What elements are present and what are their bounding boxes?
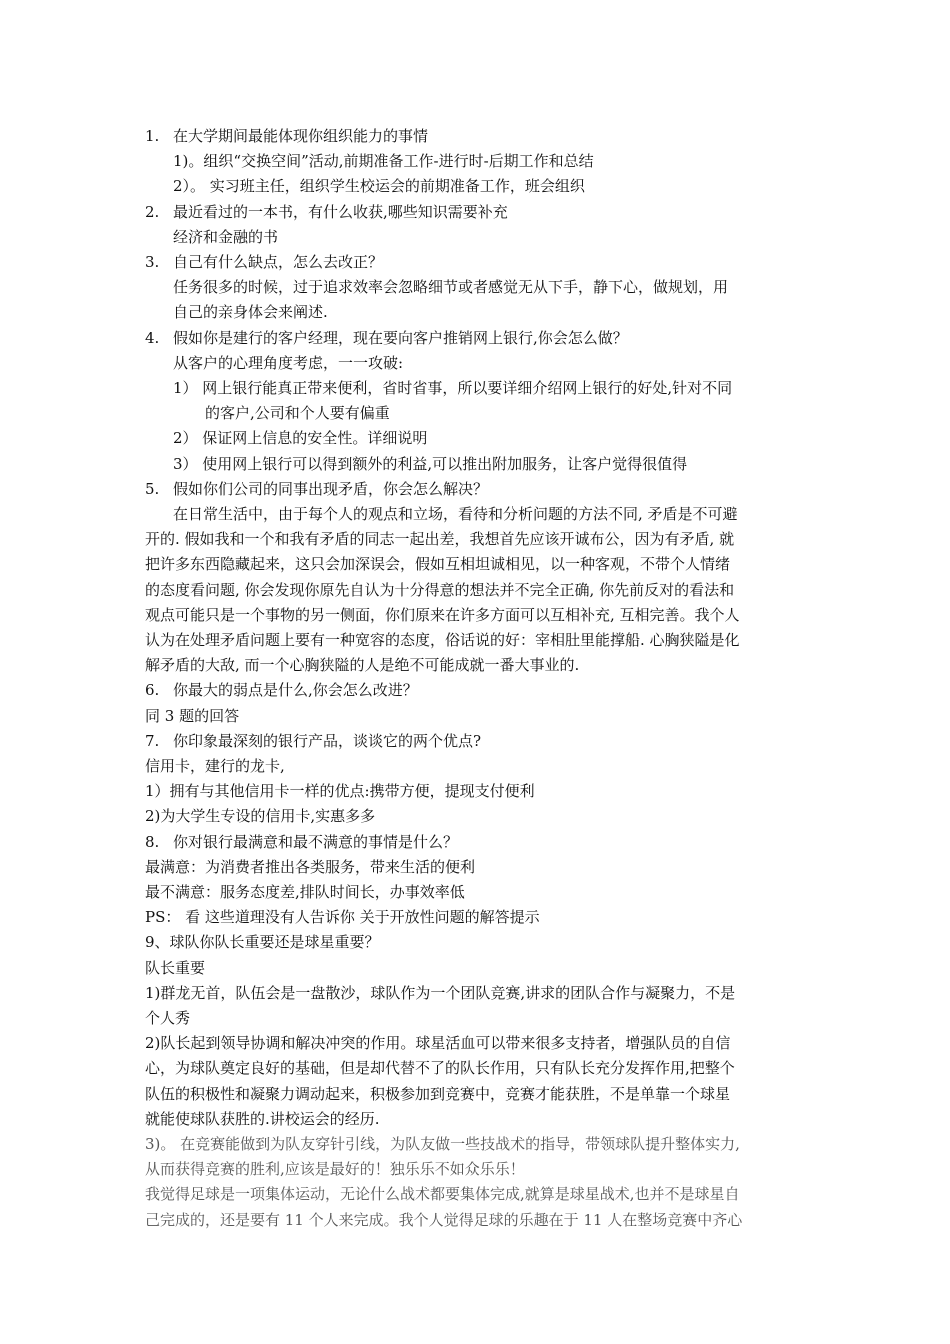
- line-text: 同 3 题的回答: [145, 706, 240, 725]
- text-line: [145, 855, 475, 879]
- text-line: [145, 628, 740, 652]
- text-line: [145, 779, 535, 803]
- line-text: 观点可能只是一个事物的另一侧面，你们原来在许多方面可以互相补充, 互相完善。我个人: [145, 605, 740, 624]
- text-line: [145, 729, 481, 753]
- text-line: [145, 830, 458, 854]
- text-line: [145, 200, 508, 224]
- line-text: 的客户,公司和个人要有偏重: [205, 404, 390, 423]
- text-line: [145, 603, 740, 627]
- line-text: 假如你是建行的客户经理，现在要向客户推销网上银行,你会怎么做？: [173, 328, 628, 347]
- line-text: 最不满意：服务态度差,排队时间长，办事效率低: [145, 883, 465, 901]
- list-number: 4.: [145, 328, 160, 347]
- text-line: [145, 124, 428, 148]
- text-line: [173, 225, 278, 249]
- text-line: [145, 1006, 190, 1030]
- text-line: [173, 376, 732, 400]
- line-text: 自己有什么缺点，怎么去改正？: [173, 253, 384, 271]
- text-line: [145, 1208, 742, 1232]
- line-text: 开的. 假如我和一个和我有矛盾的同志一起出差，我想首先应该开诚布公，因为有矛盾, 就: [145, 530, 735, 549]
- text-line: [145, 981, 735, 1005]
- line-text: 经济和金融的书: [173, 227, 279, 246]
- list-number: 6.: [145, 681, 160, 700]
- line-text: 3)。 在竞赛能做到为队友穿针引线，为队友做一些技战术的指导，带领球队提升整体实力,: [145, 1135, 740, 1153]
- text-line: [205, 401, 390, 425]
- text-line: [145, 326, 628, 350]
- line-text: 最近看过的一本书，有什么收获,哪些知识需要补充: [173, 202, 508, 221]
- text-line: [145, 804, 375, 828]
- text-line: [145, 1182, 740, 1206]
- text-line: [145, 1107, 380, 1131]
- line-text: 1)。组织“交换空间”活动,前期准备工作-进行时-后期工作和总结: [173, 152, 594, 171]
- line-text: 从客户的心理角度考虑，一一攻破:: [173, 353, 404, 372]
- text-line: [145, 1056, 735, 1080]
- line-text: 你印象最深刻的银行产品，谈谈它的两个优点?: [173, 731, 482, 750]
- line-text: 己完成的，还是要有 11 个人来完成。我个人觉得足球的乐趣在于 11 人在整场竞赛中齐心: [145, 1210, 743, 1229]
- text-line: [145, 880, 465, 904]
- text-line: [145, 1082, 730, 1106]
- text-line: [173, 426, 427, 450]
- line-text: 3） 使用网上银行可以得到额外的利益,可以推出附加服务，让客户觉得很值得: [173, 454, 688, 473]
- text-line: [173, 300, 328, 324]
- line-text: 从而获得竞赛的胜利,应该是最好的！独乐乐不如众乐乐！: [145, 1160, 525, 1179]
- list-number: 7.: [145, 731, 160, 750]
- line-text: 把许多东西隐藏起来，这只会加深误会，假如互相坦诚相见，以一种客观，不带个人情绪: [145, 555, 731, 574]
- list-number: 2.: [145, 202, 160, 221]
- line-text: 2)队长起到领导协调和解决冲突的作用。球星活血可以带来很多支持者，增强队员的自信: [145, 1034, 731, 1053]
- text-line: [145, 477, 488, 501]
- text-line: [145, 678, 418, 702]
- text-line: [145, 552, 730, 576]
- line-text: 心，为球队奠定良好的基础，但是却代替不了的队长作用，只有队长充分发挥作用,把整个: [145, 1059, 735, 1078]
- line-text: 1） 网上银行能真正带来便利，省时省事，所以要详细介绍网上银行的好处,针对不同: [173, 379, 733, 397]
- line-text: 假如你们公司的同事出现矛盾，你会怎么解决？: [173, 479, 489, 498]
- line-text: 1）拥有与其他信用卡一样的优点:携带方便，提现支付便利: [145, 782, 535, 801]
- line-text: 2)为大学生专设的信用卡,实惠多多: [145, 807, 376, 826]
- list-number: 1.: [145, 127, 160, 145]
- text-line: [145, 1031, 730, 1055]
- line-text: 2） 保证网上信息的安全性。详细说明: [173, 429, 428, 448]
- list-number: 3.: [145, 253, 160, 271]
- list-number: 5.: [145, 479, 160, 498]
- line-text: 1)群龙无首，队伍会是一盘散沙，球队作为一个团队竞赛,讲求的团队合作与凝聚力，不是: [145, 983, 736, 1002]
- text-line: [145, 1132, 740, 1156]
- line-text: 自己的亲身体会来阐述.: [173, 303, 328, 322]
- text-line: [145, 653, 579, 677]
- text-line: [145, 250, 383, 274]
- list-number: 8.: [145, 832, 160, 851]
- line-text: 解矛盾的大敌, 而一个心胸狭隘的人是绝不可能成就一番大事业的.: [145, 656, 580, 675]
- line-text: 就能使球队获胜的.讲校运会的经历.: [145, 1109, 380, 1128]
- text-line: [173, 452, 687, 476]
- text-line: [173, 351, 403, 375]
- line-text: PS： 看 这些道理没有人告诉你 关于开放性问题的解答提示: [145, 908, 540, 927]
- line-text: 在日常生活中，由于每个人的观点和立场，看待和分析问题的方法不同, 矛盾是不可避: [173, 505, 738, 523]
- line-text: 队伍的积极性和凝聚力调动起来，积极参加到竞赛中，竞赛才能获胜，不是单靠一个球星: [145, 1084, 731, 1103]
- text-line: [173, 275, 728, 299]
- text-line: [145, 527, 734, 551]
- line-text: 我觉得足球是一项集体运动，无论什么战术都要集体完成,就算是球星战术,也并不是球星自: [145, 1185, 740, 1204]
- line-text: 认为在处理矛盾问题上要有一种宽容的态度，俗话说的好：宰相肚里能撑船. 心胸狭隘是化: [145, 631, 740, 649]
- text-line: [145, 1157, 525, 1181]
- line-text: 最满意：为消费者推出各类服务，带来生活的便利: [145, 857, 476, 876]
- text-line: [145, 578, 734, 602]
- text-line: [145, 930, 380, 954]
- line-text: 任务很多的时候，过于追求效率会忽略细节或者感觉无从下手，静下心，做规划，用: [173, 278, 729, 297]
- text-line: [145, 905, 540, 929]
- line-text: 在大学期间最能体现你组织能力的事情: [173, 127, 429, 145]
- line-text: 你对银行最满意和最不满意的事情是什么？: [173, 832, 459, 851]
- text-line: [173, 174, 585, 198]
- line-text: 个人秀: [145, 1009, 191, 1027]
- line-text: 9、球队你队长重要还是球星重要？: [145, 933, 380, 952]
- text-line: [145, 754, 285, 778]
- text-line: [173, 149, 594, 173]
- line-text: 信用卡，建行的龙卡,: [145, 757, 285, 775]
- line-text: 队长重要: [145, 958, 206, 977]
- text-line: [145, 956, 205, 980]
- text-line: [145, 704, 239, 728]
- line-text: 的态度看问题, 你会发现你原先自认为十分得意的想法并不完全正确, 你先前反对的看法和: [145, 580, 735, 599]
- line-text: 2）。 实习班主任，组织学生校运会的前期准备工作，班会组织: [173, 177, 585, 196]
- text-line: [173, 502, 738, 526]
- line-text: 你最大的弱点是什么,你会怎么改进？: [173, 681, 418, 700]
